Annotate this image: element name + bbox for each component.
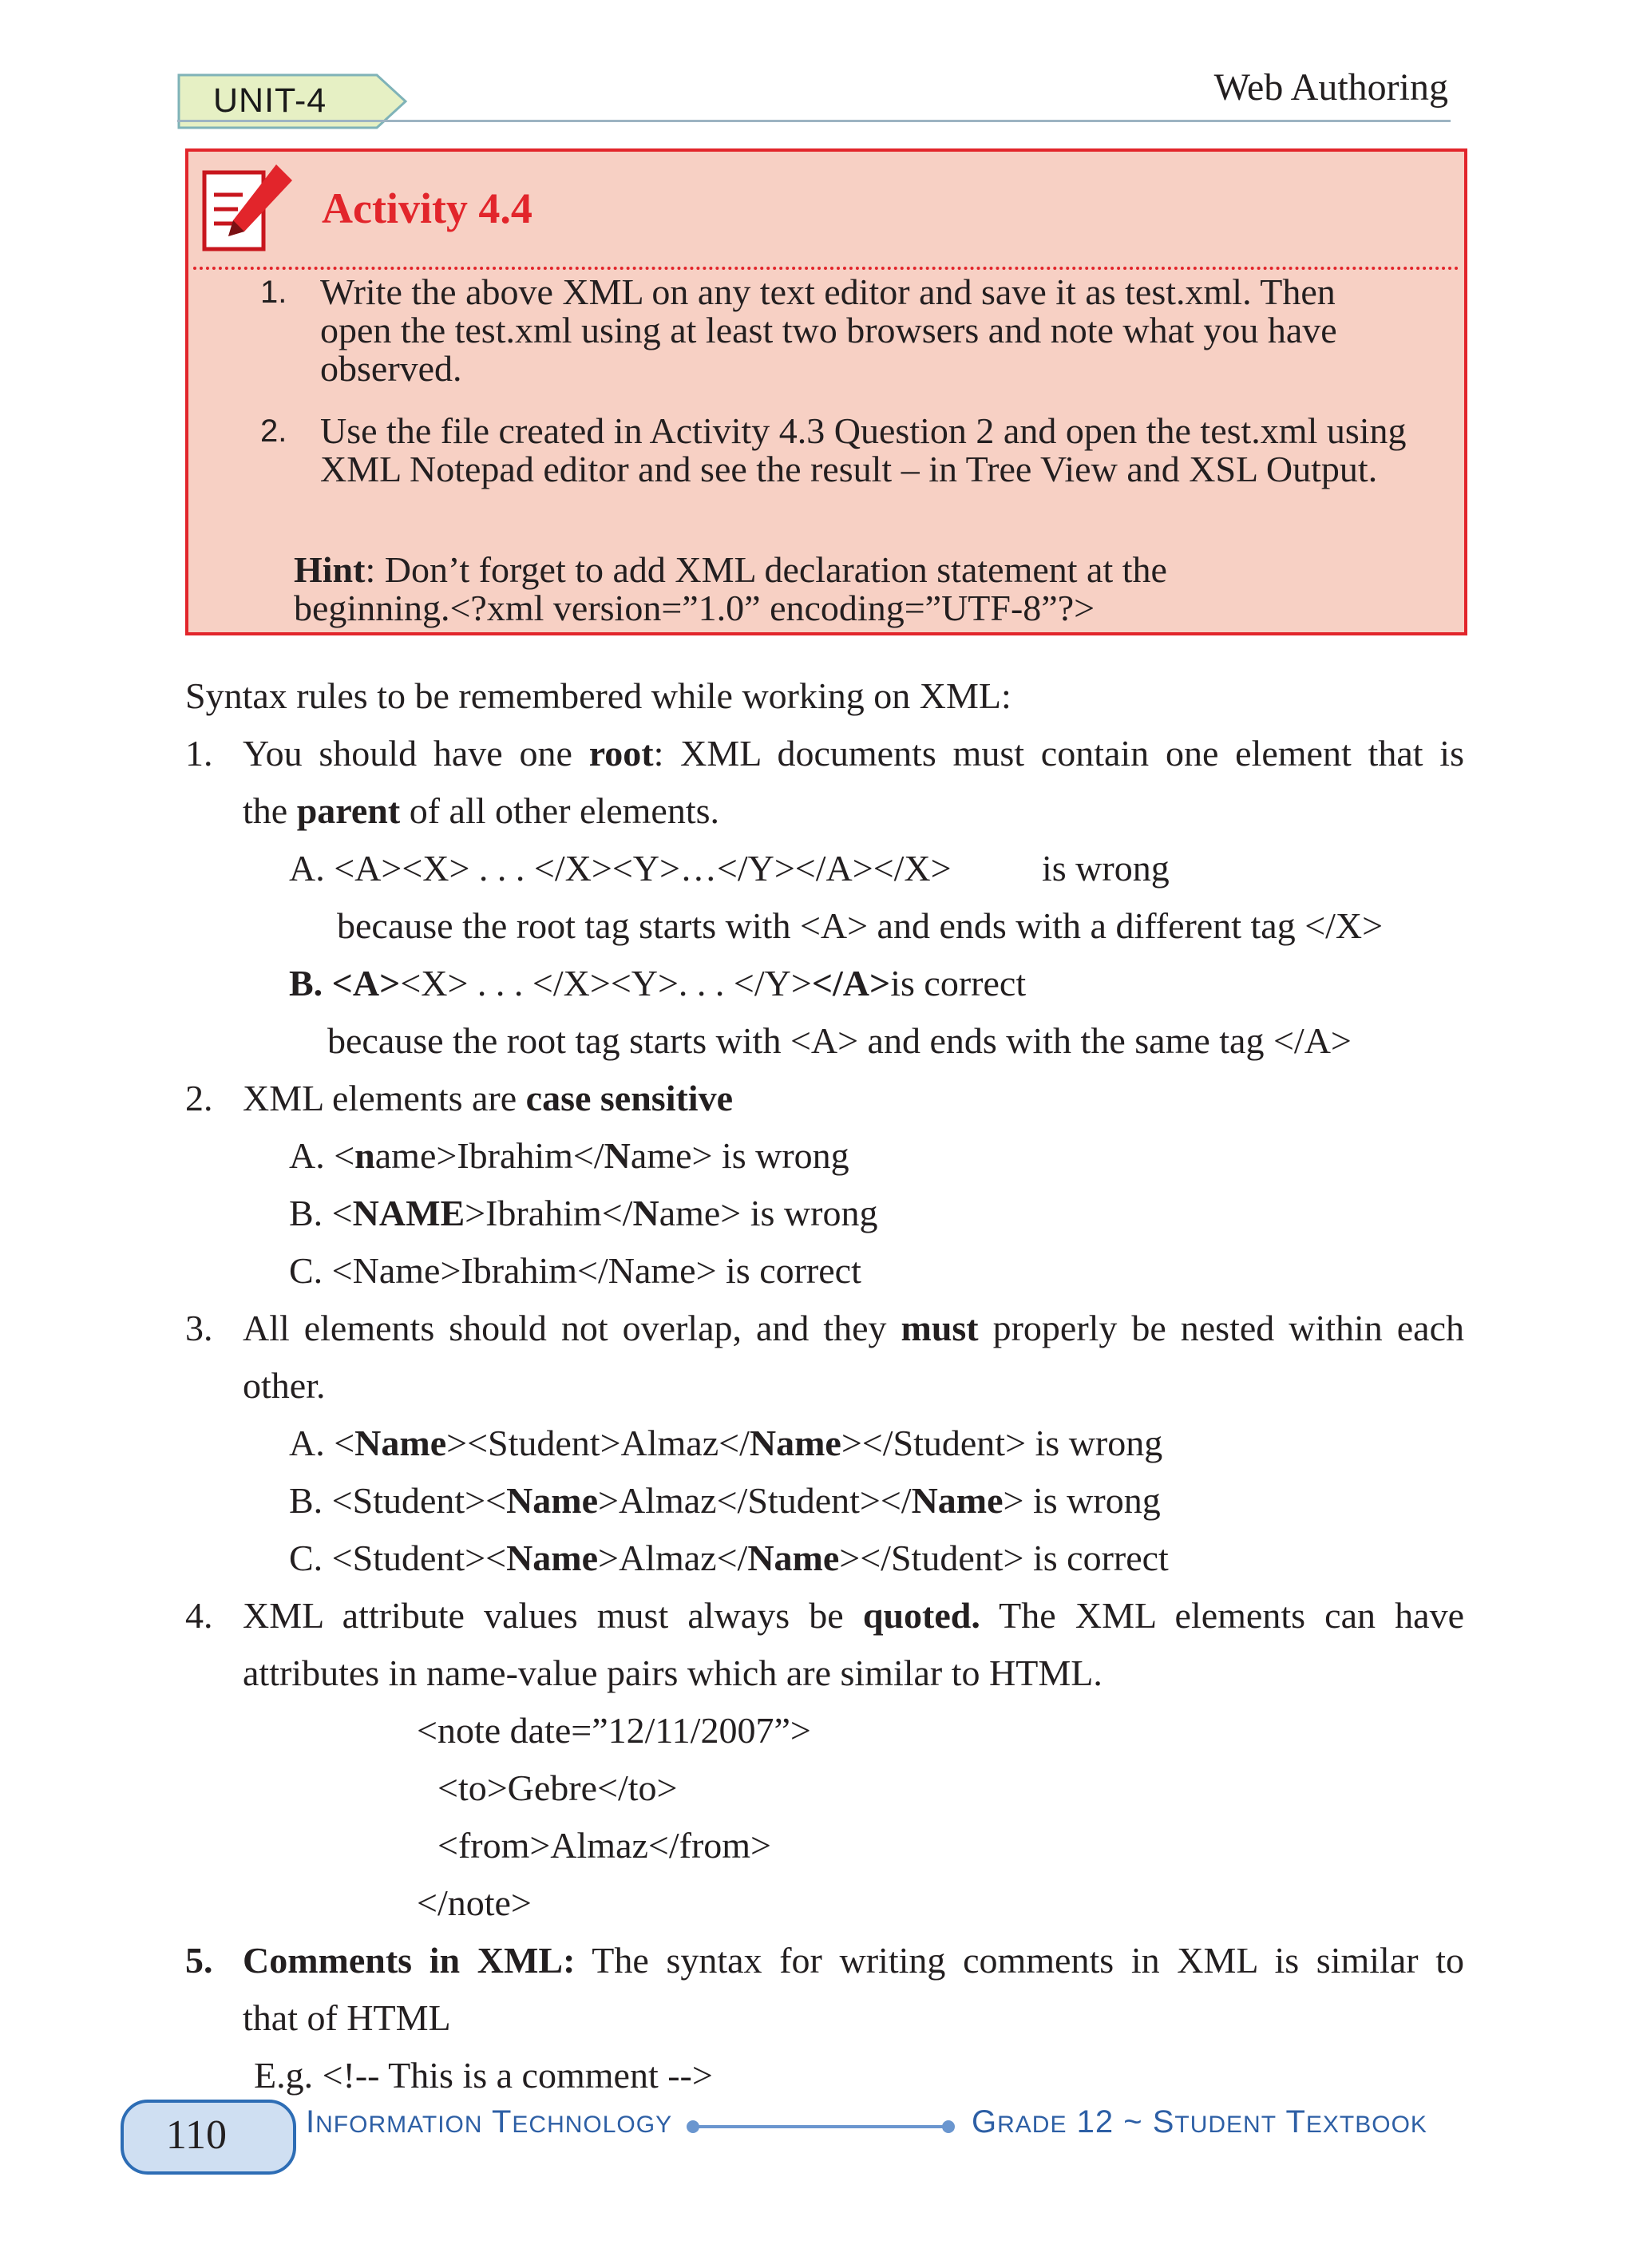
footer-dot-right [942, 2120, 955, 2133]
rule3-example-c: C. <Student><Name>Almaz</Name></Student> is correct [289, 1538, 1169, 1578]
rule4-line2: attributes in name-value pairs which are similar to HTML. [243, 1653, 1103, 1693]
activity-item [260, 273, 1410, 388]
footer-subject: INFORMATION TECHNOLOGY [306, 2104, 673, 2139]
activity-list [260, 273, 1410, 513]
rule1-example-a: A. <A><X> . . . </X><Y>…</Y></A></X> [289, 848, 952, 889]
rule2-example-c: C. <Name>Ibrahim</Name> is correct [289, 1250, 861, 1291]
activity-item-number: 1. [260, 275, 287, 310]
rule1-line1: You should have one root: XML documents must contain one element that is [243, 733, 1464, 774]
activity-item-number: 2. [260, 414, 287, 449]
rule-number: 1. [185, 733, 213, 774]
header-title: Web Authoring [1213, 66, 1448, 109]
rule1-example-a-reason: because the root tag starts with <A> and ends with a different tag </X> [337, 905, 1384, 946]
code-line: </note> [417, 1882, 532, 1923]
hint-text-line1: : Don’t forget to add XML declaration statement at the [365, 549, 1167, 590]
pencil-paper-icon [200, 163, 295, 259]
activity-divider [193, 267, 1459, 270]
activity-item-text: Use the file created in Activity 4.3 Question 2 and open the test.xml using XML Notepad editor and see the result – in Tree View and XSL Output. [320, 410, 1407, 489]
footer-book-title: GRADE 12 ~ STUDENT TEXTBOOK [972, 2104, 1427, 2139]
rule5-example: E.g. <!-- This is a comment --> [254, 2055, 713, 2096]
rule-number: 5. [185, 1940, 213, 1981]
rule-number: 2. [185, 1078, 213, 1118]
rule3-line1: All elements should not overlap, and they must properly be nested within each [243, 1308, 1464, 1348]
intro-text: Syntax rules to be remembered while working on XML: [185, 675, 1011, 716]
page-number: 110 [165, 2112, 227, 2158]
footer-connector-line [691, 2125, 948, 2128]
activity-hint [294, 551, 1411, 627]
rule-number: 4. [185, 1595, 213, 1636]
hint-label: Hint [294, 549, 366, 590]
rule1-example-b-reason: because the root tag starts with <A> and ends with the same tag </A> [327, 1020, 1352, 1061]
activity-item [260, 412, 1410, 489]
rule2-example-b: B. <NAME>Ibrahim</Name> is wrong [289, 1193, 878, 1233]
rule1-example-a-verdict: is wrong [1042, 848, 1170, 889]
header-divider [177, 120, 1451, 122]
rule-number: 3. [185, 1308, 213, 1348]
code-line: <from>Almaz</from> [437, 1825, 771, 1866]
rule2-example-a: A. <name>Ibrahim</Name> is wrong [289, 1135, 849, 1176]
rule1-line2: the parent of all other elements. [243, 790, 720, 831]
rule2-text: XML elements are case sensitive [243, 1078, 734, 1118]
hint-text-line2: beginning.<?xml version=”1.0” encoding=”UTF-8”?> [294, 588, 1095, 628]
activity-box [185, 148, 1467, 635]
rule4-line1: XML attribute values must always be quoted. The XML elements can have [243, 1595, 1465, 1636]
code-line: <to>Gebre</to> [437, 1767, 678, 1808]
rule3-example-b: B. <Student><Name>Almaz</Student></Name> is wrong [289, 1480, 1161, 1521]
activity-item-text: Write the above XML on any text editor and save it as test.xml. Then open the test.xml using at least two browsers and note what you have observed. [320, 271, 1337, 389]
activity-title: Activity 4.4 [322, 184, 532, 232]
rule1-example-b: B. <A><X> . . . </X><Y>. . . </Y></A>is correct [289, 963, 1027, 1003]
rule3-example-a: A. <Name><Student>Almaz</Name></Student> is wrong [289, 1423, 1163, 1463]
rule3-line2: other. [243, 1365, 326, 1406]
rule5-line2: that of HTML [243, 1997, 451, 2038]
code-line: <note date=”12/11/2007”> [417, 1710, 811, 1751]
unit-label: UNIT-4 [213, 81, 327, 120]
rule5-line1: Comments in XML: The syntax for writing comments in XML is similar to [243, 1940, 1465, 1981]
